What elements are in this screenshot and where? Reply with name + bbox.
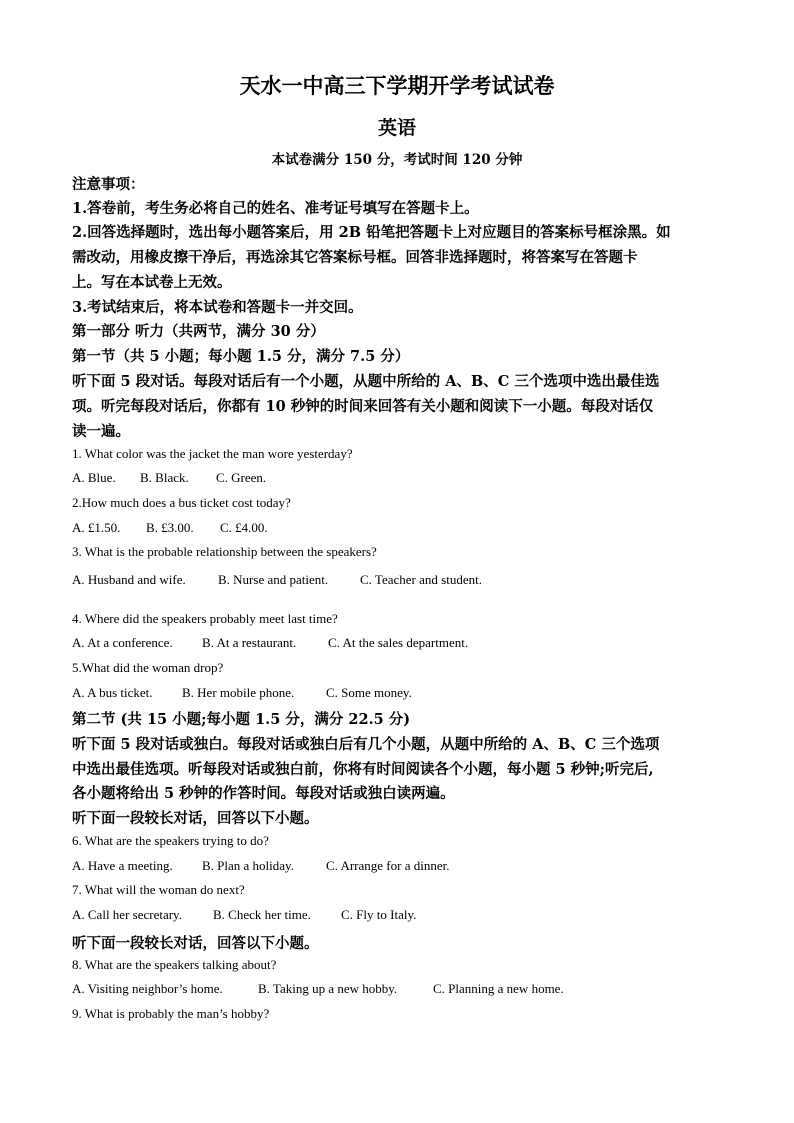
option-b: B. Black. [140, 470, 189, 485]
option-b: B. Plan a holiday. [202, 858, 294, 873]
notes-heading: 注意事项： [72, 176, 145, 193]
section2-heading: 第二节 (共 15 小题;每小题 1.5 分，满分 22.5 分) [72, 711, 411, 728]
instruction-line: 听下面 5 段对话。每段对话后有一个小题，从题中所给的 A、B、C 三个选项中选出最佳选 [72, 373, 660, 390]
part1-heading: 第一部分 听力（共两节，满分 30 分） [72, 323, 325, 340]
note-line: 1.答卷前，考生务必将自己的姓名、准考证号填写在答题卡上。 [72, 200, 479, 217]
instruction-line: 各小题将给出 5 秒钟的作答时间。每段对话或独白读两遍。 [72, 785, 455, 802]
question-4: 4. Where did the speakers probably meet last time? [72, 611, 338, 626]
question-5: 5.What did the woman drop? [72, 660, 224, 675]
option-b: B. At a restaurant. [202, 635, 297, 650]
option-a: A. Have a meeting. [72, 858, 173, 873]
instruction-line: 中选出最佳选项。听每段对话或独白前，你将有时间阅读各个小题，每小题 5 秒钟;听完后, [72, 761, 654, 778]
note-line: 3.考试结束后，将本试卷和答题卡一并交回。 [72, 299, 363, 316]
option-a: A. £1.50. [72, 520, 121, 535]
option-c: C. Teacher and student. [360, 572, 482, 587]
instruction-line: 读一遍。 [72, 423, 130, 440]
long-dialog-heading: 听下面一段较长对话，回答以下小题。 [72, 810, 319, 827]
option-a: A. Husband and wife. [72, 572, 186, 587]
options-7 [72, 907, 416, 923]
option-c: C. Arrange for a dinner. [326, 858, 450, 873]
options-8 [72, 981, 564, 997]
option-c: C. £4.00. [220, 520, 268, 535]
options-4 [72, 635, 468, 651]
question-8: 8. What are the speakers talking about? [72, 957, 277, 972]
question-2: 2.How much does a bus ticket cost today? [72, 495, 291, 510]
option-a: A. A bus ticket. [72, 685, 153, 700]
option-b: B. £3.00. [146, 520, 194, 535]
options-6 [72, 858, 449, 874]
exam-info: 本试卷满分 150 分，考试时间 120 分钟 [271, 152, 523, 168]
option-a: A. Blue. [72, 470, 116, 485]
question-3: 3. What is the probable relationship between the speakers? [72, 544, 377, 559]
option-c: C. Green. [216, 470, 267, 485]
option-a: A. At a conference. [72, 635, 173, 650]
option-a: A. Call her secretary. [72, 907, 182, 922]
option-a: A. Visiting neighbor’s home. [72, 981, 223, 996]
option-c: C. Planning a new home. [433, 981, 564, 996]
question-7: 7. What will the woman do next? [72, 882, 245, 897]
question-9: 9. What is probably the man’s hobby? [72, 1006, 270, 1021]
note-line: 上。写在本试卷上无效。 [72, 274, 232, 291]
option-c: C. Some money. [326, 685, 412, 700]
options-3 [72, 572, 482, 588]
option-c: C. At the sales department. [328, 635, 469, 650]
options-1 [72, 470, 266, 486]
option-c: C. Fly to Italy. [341, 907, 417, 922]
instruction-line: 听下面 5 段对话或独白。每段对话或独白后有几个小题，从题中所给的 A、B、C 三个选项 [72, 736, 660, 753]
subject-title: 英语 [377, 117, 416, 139]
option-b: B. Her mobile phone. [182, 685, 295, 700]
question-6: 6. What are the speakers trying to do? [72, 833, 269, 848]
question-1: 1. What color was the jacket the man wore yesterday? [72, 446, 353, 461]
note-line: 2.回答选择题时，选出每小题答案后，用 2B 铅笔把答题卡上对应题目的答案标号框涂黑。如 [72, 224, 671, 241]
option-b: B. Nurse and patient. [218, 572, 329, 587]
note-line: 需改动，用橡皮擦干净后，再选涂其它答案标号框。回答非选择题时，将答案写在答题卡 [72, 249, 638, 266]
options-5 [72, 685, 412, 701]
option-b: B. Check her time. [213, 907, 311, 922]
option-b: B. Taking up a new hobby. [258, 981, 398, 996]
options-2 [72, 520, 268, 536]
exam-title: 天水一中高三下学期开学考试试卷 [239, 73, 555, 98]
section1-heading: 第一节（共 5 小题；每小题 1.5 分，满分 7.5 分） [72, 348, 410, 365]
long-dialog-heading: 听下面一段较长对话，回答以下小题。 [72, 935, 319, 952]
instruction-line: 项。听完每段对话后，你都有 10 秒钟的时间来回答有关小题和阅读下一小题。每段对话仅 [72, 398, 654, 415]
